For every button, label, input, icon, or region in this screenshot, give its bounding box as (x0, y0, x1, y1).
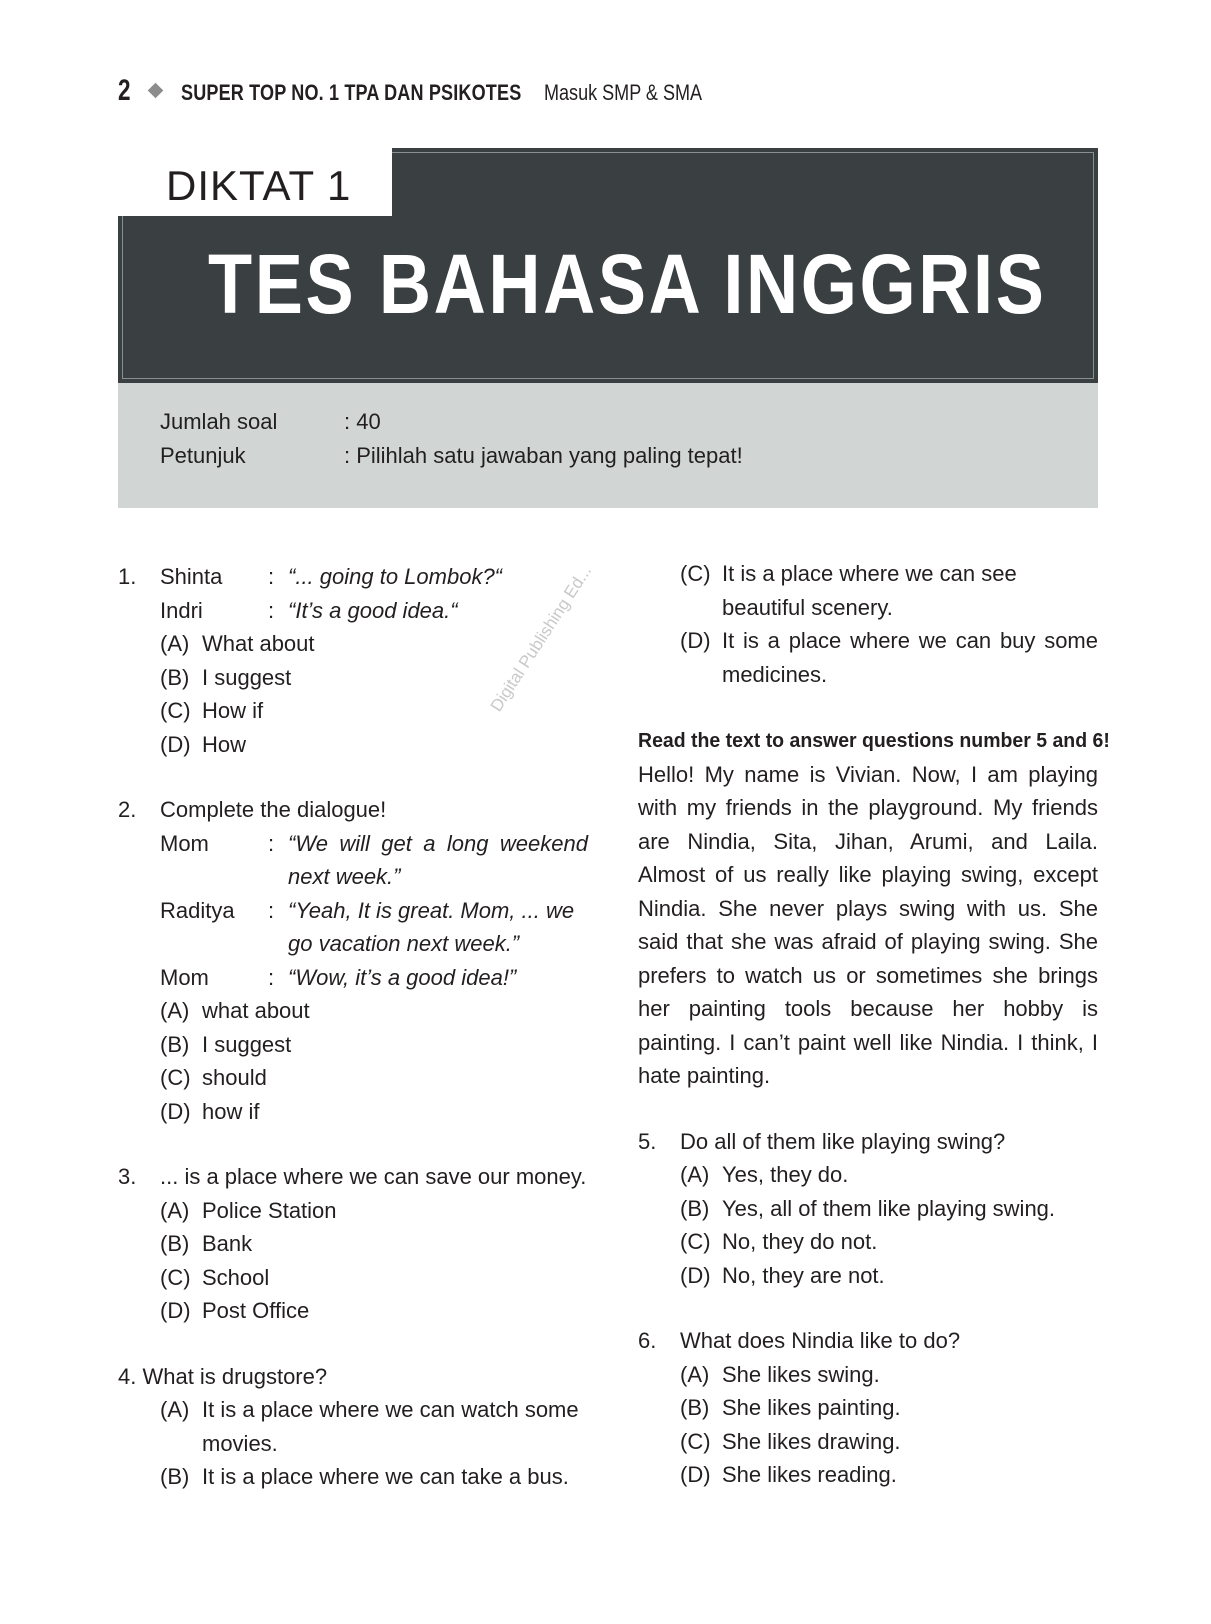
question-number: 3. (118, 1164, 137, 1189)
dialogue-line (160, 827, 588, 894)
dialogue-line (160, 961, 588, 995)
dialogue-text: “Yeah, It is great. Mom, ... we go vacation next week.” (288, 897, 575, 956)
option-letter: (C) (160, 698, 191, 723)
question-stem: Do all of them like playing swing? (680, 1128, 1006, 1154)
diktat-label: DIKTAT 1 (166, 162, 352, 209)
chapter-title-block (118, 148, 1098, 383)
dialogue-text: “... going to Lombok?“ (288, 564, 503, 589)
option-text: How (202, 731, 247, 757)
answer-option (680, 1158, 1098, 1192)
question-number: 1. (118, 564, 137, 589)
book-title (181, 80, 737, 106)
option-letter: (B) (680, 1395, 710, 1420)
option-text: School (202, 1264, 270, 1290)
watermark: Digital Publishing Ed... (486, 561, 596, 715)
answer-option (680, 624, 1098, 691)
option-letter: (D) (680, 628, 711, 653)
question-count-row (160, 409, 381, 435)
question-number: 6. (638, 1328, 657, 1353)
option-text: It is a place where we can take a bus. (202, 1464, 569, 1489)
option-text: It is a place where we can buy some medicines. (722, 628, 1098, 687)
answer-option (680, 557, 1098, 624)
answer-option (160, 1261, 588, 1295)
question-6 (638, 1324, 1098, 1492)
question-3 (118, 1160, 588, 1328)
answer-option (160, 1294, 588, 1328)
option-letter: (D) (160, 1098, 191, 1124)
option-letter: (C) (160, 1264, 191, 1290)
reading-passage: Hello! My name is Vivian. Now, I am playing with my friends in the playground. My friends are Nindia, Sita, Jihan, Arumi, and Laila. Almost of us really like playing swing, except Nindia. She never plays swing with us. She said that she was afraid of playing swing. She prefers to watch us or sometimes she brings her painting tools because her hobby is painting. I can’t paint well like Nindia. I think, I hate painting. (638, 761, 1098, 1088)
option-text: should (202, 1065, 267, 1090)
answer-option (160, 627, 588, 661)
option-text: Police Station (202, 1197, 337, 1223)
answer-option (680, 1225, 1098, 1259)
option-letter: (A) (160, 1397, 190, 1422)
option-letter: (D) (160, 731, 191, 757)
answer-option (160, 694, 588, 728)
dialogue-text: “It’s a good idea.“ (288, 597, 458, 623)
instruction-row (160, 443, 743, 469)
answer-option (160, 994, 588, 1028)
dialogue-line (160, 560, 588, 594)
option-text: She likes reading. (722, 1462, 897, 1487)
option-text: She likes painting. (722, 1395, 901, 1420)
option-text: It is a place where we can see beautiful scenery. (722, 561, 1017, 620)
answer-option (160, 1227, 588, 1261)
diktat-tab (118, 148, 392, 216)
dialogue-colon: : (268, 564, 275, 589)
answer-option (160, 1393, 588, 1460)
option-letter: (C) (680, 1428, 711, 1454)
question-2 (118, 793, 588, 1128)
option-text: She likes swing. (722, 1361, 880, 1387)
answer-option (680, 1358, 1098, 1392)
answer-option (160, 1095, 588, 1129)
option-letter: (A) (160, 998, 190, 1023)
speaker-name: Mom (160, 964, 209, 990)
question-number: 5. (638, 1128, 657, 1154)
instruction-value: : Pilihlah satu jawaban yang paling tepat! (344, 443, 743, 468)
book-title-light: Masuk SMP & SMA (544, 80, 703, 105)
dialogue-colon: : (268, 964, 275, 990)
reading-heading (638, 723, 1110, 758)
book-title-bold: SUPER TOP NO. 1 TPA DAN PSIKOTES (181, 80, 522, 105)
instructions-box (118, 383, 1098, 508)
option-letter: (C) (680, 1229, 711, 1254)
answer-option (160, 661, 588, 695)
answer-option (160, 1028, 588, 1062)
question-5 (638, 1125, 1098, 1293)
option-letter: (C) (680, 561, 711, 586)
dialogue-colon: : (268, 597, 275, 623)
question-stem: ... is a place where we can save our money. (160, 1164, 587, 1189)
speaker-name: Shinta (160, 564, 223, 589)
option-text: It is a place where we can watch some movies. (202, 1397, 579, 1456)
option-text: What about (202, 631, 315, 656)
option-letter: (D) (680, 1262, 711, 1288)
option-text: how if (202, 1098, 260, 1124)
answer-option (680, 1458, 1098, 1492)
question-stem: What does Nindia like to do? (680, 1328, 961, 1353)
option-letter: (A) (680, 1162, 710, 1187)
question-count-value: : 40 (344, 409, 381, 434)
chapter-title: TES BAHASA INGGRIS (208, 237, 1047, 331)
option-letter: (B) (160, 1231, 190, 1256)
option-letter: (B) (160, 664, 190, 690)
question-stem: Complete the dialogue! (160, 797, 387, 822)
option-letter: (B) (160, 1464, 190, 1489)
reading-heading-text: Read the text to answer questions number 5 and 6! (638, 729, 1110, 752)
diamond-icon (148, 83, 164, 99)
page-number: 2 (118, 74, 131, 107)
answer-option (160, 1061, 588, 1095)
dialogue-text: “Wow, it’s a good idea!” (288, 964, 517, 990)
option-text: No, they are not. (722, 1262, 885, 1288)
option-letter: (D) (680, 1462, 711, 1487)
dialogue-text: “We will get a long weekend next week.” (288, 830, 588, 889)
option-text: How if (202, 698, 264, 723)
question-number: 2. (118, 797, 137, 822)
answer-option (680, 1192, 1098, 1226)
option-letter: (A) (160, 1197, 190, 1223)
option-text: I suggest (202, 1031, 292, 1057)
option-text: Yes, they do. (722, 1162, 849, 1187)
answer-option (160, 1194, 588, 1228)
option-letter: (D) (160, 1298, 191, 1323)
answer-option (680, 1391, 1098, 1425)
question-4 (118, 1360, 588, 1494)
option-text: No, they do not. (722, 1229, 878, 1254)
right-column (638, 557, 1110, 1492)
answer-option (680, 1425, 1098, 1459)
question-4-continued (638, 557, 1098, 691)
left-column (118, 560, 588, 1494)
question-stem: 4. What is drugstore? (118, 1363, 328, 1389)
option-text: Post Office (202, 1298, 310, 1323)
option-text: what about (202, 998, 310, 1023)
option-letter: (A) (680, 1361, 710, 1387)
instruction-label: Petunjuk (160, 443, 246, 468)
dialogue-colon: : (268, 897, 275, 923)
dialogue-line (160, 594, 588, 628)
option-letter: (B) (160, 1031, 190, 1057)
answer-option (160, 728, 588, 762)
dialogue-line (160, 894, 588, 961)
dialogue-colon: : (268, 830, 275, 856)
running-header (118, 74, 737, 114)
speaker-name: Indri (160, 597, 203, 623)
option-text: She likes drawing. (722, 1428, 901, 1454)
option-text: I suggest (202, 664, 292, 690)
question-1 (118, 560, 588, 761)
option-text: Bank (202, 1231, 253, 1256)
speaker-name: Mom (160, 830, 209, 856)
option-text: Yes, all of them like playing swing. (722, 1195, 1056, 1221)
option-letter: (A) (160, 631, 190, 656)
question-count-label: Jumlah soal (160, 409, 278, 434)
option-letter: (C) (160, 1065, 191, 1090)
answer-option (160, 1460, 588, 1494)
option-letter: (B) (680, 1195, 710, 1221)
speaker-name: Raditya (160, 897, 235, 923)
answer-option (680, 1259, 1098, 1293)
